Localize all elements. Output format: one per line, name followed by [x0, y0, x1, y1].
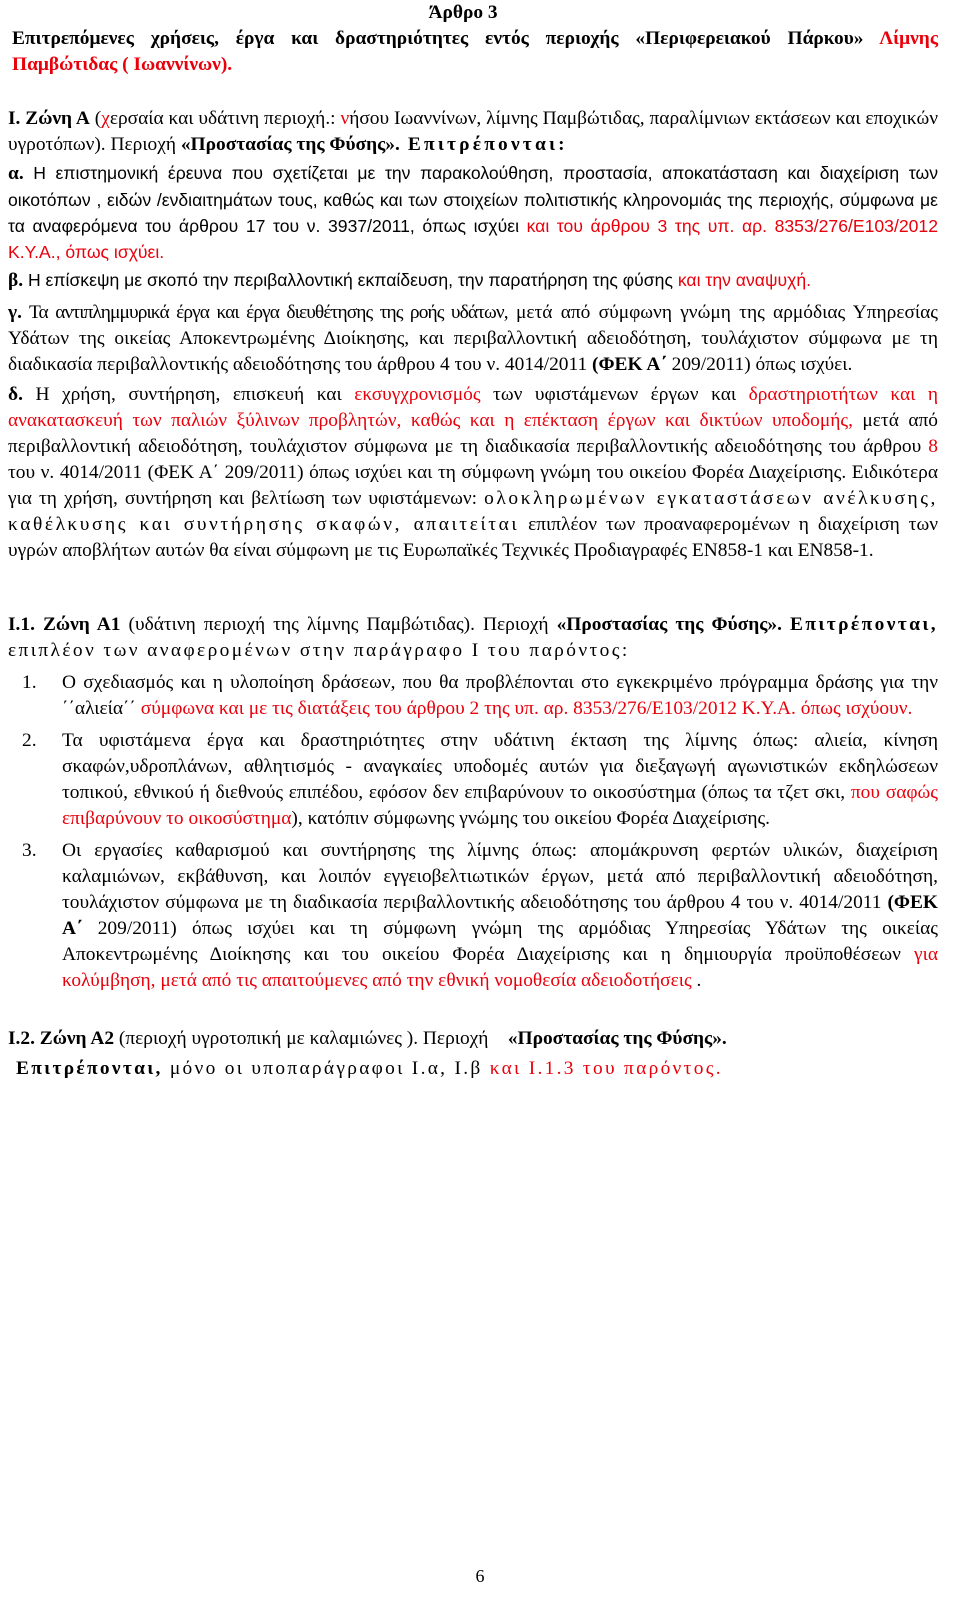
zone-a-text-2: ερσαία και υδάτινη περιοχή.:	[109, 108, 341, 129]
zone-a2-allowed-red: και Ι.1.3 του παρόντος.	[489, 1058, 723, 1079]
a1-item-2-body: Τα υφιστάμενα έργα και δραστηριότητες στην υδάτινη έκταση της λίμνης όπως: αλιεία, κίνηση σκαφών,υδροπλάνων, αθλητισμός - αναγκαίες υποδομές αυτών για διεξαγωγή αγωνιστικών εκδηλώσεων τοπικού, εθνικού ή διεθνούς επιπέδου, εφόσον δεν επιβαρύνουν το οικοσύστημα (όπως τα τζετ σκι,	[62, 730, 938, 803]
item-b-red-text: και την αναψυχή.	[677, 270, 812, 290]
a1-item-1-red: σύμφωνα και με τις διατάξεις του άρθρου 2 της υπ. αρ. 8353/276/Ε103/2012 Κ.Υ.Α. όπως ισχύουν.	[140, 698, 913, 719]
zone-a2-allowed-line	[8, 1056, 938, 1082]
a1-item-2-red: που σαφώς επιβαρύνουν το οικοσύστημα	[62, 782, 938, 829]
a1-item-3-number: 3.	[22, 840, 37, 861]
zone-a-paragraph	[8, 106, 938, 158]
zone-a-label: Ι. Ζώνη Α	[8, 108, 90, 129]
a1-item-3-tail: .	[691, 970, 702, 991]
zone-a-text-3: ήσου Ιωαννίνων, λίμνης Παμβώτιδας, παραλίμνιων εκτάσεων και εποχικών υγροτόπων). Περιοχή	[8, 108, 938, 155]
zone-a-red-1: χ	[101, 108, 110, 129]
zone-a-allowed: Επιτρέπονται:	[399, 134, 568, 155]
a1-item-1	[8, 670, 938, 722]
zone-a1-text: (υδάτινη περιοχή της λίμνης Παμβώτιδας). Περιοχή	[120, 614, 557, 635]
a1-item-2-number: 2.	[22, 730, 37, 751]
zone-a-protection: «Προστασίας της Φύσης».	[180, 134, 400, 155]
item-a-red-text: και του άρθρου 3 της υπ. αρ. 8353/276/Ε103/2012 Κ.Υ.Α., όπως ισχύει.	[8, 216, 938, 262]
item-a-paragraph	[8, 160, 938, 265]
a1-item-3-bold: (ΦΕΚ Α΄	[62, 892, 938, 939]
zone-a2-protection: «Προστασίας της Φύσης».	[507, 1028, 727, 1049]
item-d-label: δ.	[8, 384, 23, 405]
item-b-text: Η επίσκεψη με σκοπό την περιβαλλοντική εκπαίδευση, την παρατήρηση της φύσης	[23, 270, 678, 290]
a1-item-2-tail: ), κατόπιν σύμφωνης γνώμης του οικείου Φορέα Διαχείρισης.	[291, 808, 771, 829]
article-title: Άρθρο 3	[428, 2, 498, 23]
a1-item-3-red: για κολύμβηση, μετά από τις απαιτούμενες από την εθνική νομοθεσία αδειοδοτήσεις	[62, 944, 938, 991]
zone-a1-paragraph	[8, 612, 938, 664]
item-c-bold: (ΦΕΚ Α΄	[592, 354, 667, 375]
zone-a1-label: Ι.1. Ζώνη Α1	[8, 614, 121, 635]
a1-item-3-text	[62, 838, 938, 994]
item-c-text-3: 209/2011) όπως ισχύει.	[666, 354, 853, 375]
page-number: 6	[475, 1566, 485, 1586]
a1-item-1-body: Ο σχεδιασμός και η υλοποίηση δράσεων, που θα προβλέπονται στο εγκεκριμένο πρόγραμμα δράσης για την ΄΄αλιεία΄΄	[62, 672, 938, 719]
item-d-text-4: του ν. 4014/2011 (ΦΕΚ Α΄ 209/2011) όπως ισχύει και τη σύμφωνη γνώμη του οικείου Φορέα Διαχείρισης. Ειδικότερα για τη χρήση, συντήρηση και βελτίωση των υφιστάμενων:	[8, 462, 938, 509]
article-heading	[8, 26, 938, 78]
item-c-paragraph	[8, 300, 938, 378]
item-d-red-3: 8	[928, 436, 938, 457]
a1-item-2-text	[62, 728, 938, 832]
a1-item-2	[8, 728, 938, 832]
a1-item-1-text	[62, 670, 938, 722]
item-d-red-2: δραστηριοτήτων και η ανακατασκευή των παλιών ξύλινων προβλητών, καθώς και η επέκταση έργων και δικτύων υποδομής,	[8, 384, 938, 431]
heading-red-text: Λίμνης Παμβώτιδας ( Ιωαννίνων).	[12, 28, 938, 75]
item-b-paragraph	[8, 267, 938, 294]
heading-text: Επιτρεπόμενες χρήσεις, έργα και δραστηριότητες εντός περιοχής «Περιφερειακού Πάρκου»	[12, 28, 864, 49]
item-a-label: α.	[8, 163, 24, 184]
item-d-spaced-text: ολοκληρωμένων εγκαταστάσεων ανέλκυσης, καθέλκυσης και συντήρησης σκαφών, απαιτείται	[8, 488, 939, 535]
item-d-text-3: μετά από περιβαλλοντική αδειοδότηση, τουλάχιστον σύμφωνα με τη διαδικασία περιβαλλοντικής αδειοδότησης του άρθρου	[8, 410, 938, 457]
a1-item-3	[8, 838, 938, 994]
item-b-label: β.	[8, 270, 24, 291]
zone-a2-heading	[8, 1026, 938, 1052]
a1-item-1-number: 1.	[22, 672, 37, 693]
item-a-text: Η επιστημονική έρευνα που σχετίζεται με την παρακολούθηση, προστασία, αποκατάσταση και διαχείριση των οικοτόπων , ειδών /ενδιαιτημάτων τους, καθώς και των στοιχείων πολιτιστικής κληρονομιάς της περιοχής, σύμφωνα με τα αναφερόμενα του άρθρου 17 του ν. 3937/2011, όπως ισχύει	[8, 163, 938, 236]
item-d-text-5: επιπλέον των προαναφερομένων η διαχείριση των υγρών αποβλήτων αυτών θα είναι σύμφωνη με τις Ευρωπαϊκές Τεχνικές Προδιαγραφές EN858-1 και EN858-1.	[8, 514, 938, 561]
zone-a1-allowed: Επιτρέπονται,	[790, 614, 938, 635]
item-c-text-1: Τα αντιπλημμυρικά έργα και έργα διευθέτησης της ροής υδάτων,	[21, 302, 508, 323]
zone-a-text-1: (	[89, 108, 102, 129]
zone-a1-protection: «Προστασίας της Φύσης».	[556, 614, 782, 635]
item-d-red-1: εκσυγχρονισμός	[354, 384, 481, 405]
a1-item-3-body: Οι εργασίες καθαρισμού και συντήρησης της λίμνης όπως: απομάκρυνση φερτών υλικών, διαχείριση καλαμιώνων, εκβάθυνση, και λοιπόν εγγειοβελτιωτικών έργων, μετά από περιβαλλοντική αδειοδότηση, τουλάχιστον σύμφωνα με τη διαδικασία περιβαλλοντικής αδειοδότησης του άρθρου 4 του ν. 4014/2011	[62, 840, 938, 913]
document-page	[8, 0, 938, 1082]
item-d-text-1: Η χρήση, συντήρηση, επισκευή και	[22, 384, 355, 405]
item-d-text-2: των υφιστάμενων έργων και	[480, 384, 749, 405]
item-c-text-2: μετά από σύμφωνη γνώμη της αρμόδιας Υπηρεσίας Υδάτων της οικείας Αποκεντρωμένης Διοίκησης, και περιβαλλοντική αδειοδότηση, τουλάχιστον σύμφωνα με τη διαδικασία περιβαλλοντικής αδειοδότησης του άρθρου 4 του ν. 4014/2011	[8, 302, 938, 375]
zone-a1-allowed-rest: επιπλέον των αναφερομένων στην παράγραφο Ι του παρόντος:	[8, 640, 630, 661]
zone-a2-label: Ι.2. Ζώνη Α2	[8, 1028, 115, 1049]
zone-a-red-2: ν	[340, 108, 350, 129]
zone-a2-allowed-rest: μόνο οι υποπαράγραφοι Ι.α, Ι.β	[162, 1058, 490, 1079]
zone-a2-allowed: Επιτρέπονται,	[16, 1058, 163, 1079]
zone-a2-text: (περιοχή υγροτοπική με καλαμιώνες ). Περιοχή	[114, 1028, 494, 1049]
item-c-label: γ.	[8, 302, 22, 323]
item-d-paragraph	[8, 382, 938, 564]
a1-item-3-body-2: 209/2011) όπως ισχύει και τη σύμφωνη γνώμη της αρμόδιας Υπηρεσίας Υδάτων της οικείας Αποκεντρωμένης Διοίκησης και του οικείου Φορέα Διαχείρισης και η δημιουργία προϋποθέσεων	[62, 918, 938, 965]
